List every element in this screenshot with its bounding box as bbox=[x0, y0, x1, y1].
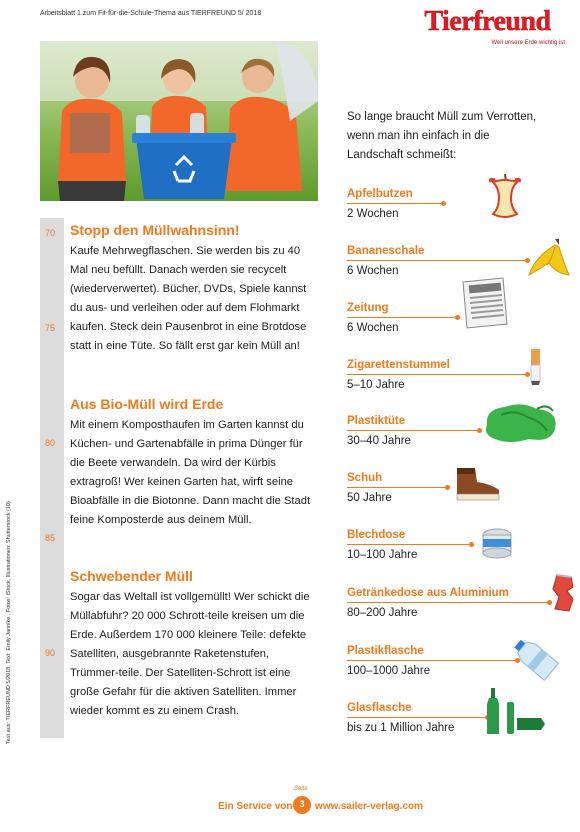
item-duration: 80–200 Jahre bbox=[347, 607, 418, 619]
publisher-link[interactable]: www.sailer-verlag.com bbox=[315, 801, 424, 812]
page-number: 3 bbox=[299, 799, 305, 809]
line-number: 70 bbox=[45, 228, 56, 238]
line-number: 85 bbox=[45, 533, 56, 543]
item-duration: 5–10 Jahre bbox=[347, 379, 405, 391]
decomposition-intro: So lange braucht Müll zum Verrotten, wenn man ihn einfach in die Landschaft schmeißt: bbox=[347, 111, 537, 161]
item-plastiktuete bbox=[347, 415, 567, 465]
line-number: 80 bbox=[45, 438, 56, 448]
item-duration: 100–1000 Jahre bbox=[347, 665, 431, 677]
item-connector bbox=[347, 544, 471, 545]
line-number: 75 bbox=[45, 323, 56, 333]
plastic-bottle-icon bbox=[511, 635, 561, 683]
tierfreund-logo bbox=[410, 6, 565, 50]
item-bananeschale bbox=[347, 245, 567, 295]
item-name: Bananeschale bbox=[347, 245, 425, 257]
article-schwebender-muell bbox=[70, 568, 320, 721]
line-number: 90 bbox=[45, 648, 56, 658]
shoe-icon bbox=[453, 464, 503, 502]
children-recycling-photo bbox=[40, 41, 318, 201]
item-name: Plastiktüte bbox=[347, 415, 406, 427]
page-number-badge bbox=[293, 796, 311, 814]
footer-service-label: Ein Service von bbox=[218, 801, 293, 812]
article-title: Schwebender Müll bbox=[70, 568, 193, 584]
item-duration: 2 Wochen bbox=[347, 208, 399, 220]
item-glasflasche bbox=[347, 702, 567, 752]
item-duration: 30–40 Jahre bbox=[347, 435, 411, 447]
item-name: Zigarettenstummel bbox=[347, 359, 450, 371]
item-name: Glasflasche bbox=[347, 702, 412, 714]
item-duration: 50 Jahre bbox=[347, 492, 392, 504]
article-title: Aus Bio-Müll wird Erde bbox=[70, 396, 224, 412]
item-schuh bbox=[347, 472, 567, 522]
item-duration: 10–100 Jahre bbox=[347, 549, 418, 561]
item-connector bbox=[347, 717, 487, 718]
footer bbox=[0, 786, 580, 822]
item-connector bbox=[347, 317, 457, 318]
article-body: Mit einem Komposthaufen im Garten kannst du Küchen- und Gartenabfälle in prima Dünger für die Beete verwandeln. Da wird der Kürbis extragroß! Wer keinen Garten hat, wirft seine Bioabfälle in die Biotonne. Dann macht die Stadt feine Komposterde aus deinem Müll. bbox=[70, 419, 311, 526]
item-zeitung bbox=[347, 302, 567, 352]
line-number-margin bbox=[40, 218, 64, 738]
item-duration: 6 Wochen bbox=[347, 322, 399, 334]
article-body: Sogar das Weltall ist vollgemüllt! Wer schickt die Müllabfuhr? 20 000 Schrott-teile kreisen um die Erde. Außerdem 170 000 kleinere Teile: defekte Satelliten, ausgebrannte Raketenstufen, Trümmer-teile. Der Satelliten-Schrott ist eine große Gefahr für die aktiven Satelliten. Immer wieder kommt es zu einem Crash. bbox=[70, 591, 310, 717]
worksheet-note: Arbeitsblatt 1 zum Fit-für-die-Schule-Thema aus TIERFREUND 5/ 2018 bbox=[40, 10, 262, 17]
item-connector bbox=[347, 660, 517, 661]
item-name: Zeitung bbox=[347, 302, 389, 314]
newspaper-icon bbox=[459, 276, 511, 330]
item-connector bbox=[347, 487, 447, 488]
cigarette-butt-icon bbox=[525, 347, 545, 387]
footer-badge-word: Seite bbox=[294, 786, 308, 792]
article-bio-muell bbox=[70, 396, 320, 530]
item-getraenkedose bbox=[347, 587, 567, 637]
glass-bottles-icon bbox=[487, 688, 547, 738]
apple-core-icon bbox=[487, 174, 523, 220]
item-name: Getränkedose aus Aluminium bbox=[347, 587, 509, 599]
article-stopp-muellwahnsinn bbox=[70, 222, 320, 356]
tin-can-icon bbox=[477, 523, 517, 561]
item-connector bbox=[347, 374, 527, 375]
item-name: Apfelbutzen bbox=[347, 188, 413, 200]
item-duration: 6 Wochen bbox=[347, 265, 399, 277]
item-connector bbox=[347, 203, 443, 204]
logo-slogan: Weil unsere Erde wichtig ist bbox=[491, 40, 565, 46]
banana-peel-icon bbox=[525, 237, 571, 281]
item-connector bbox=[347, 602, 549, 603]
plastic-bag-icon bbox=[481, 401, 561, 445]
item-apfelbutzen bbox=[347, 188, 567, 238]
article-title: Stopp den Müllwahnsinn! bbox=[70, 222, 240, 238]
item-name: Blechdose bbox=[347, 529, 406, 541]
item-name: Schuh bbox=[347, 472, 383, 484]
item-blechdose bbox=[347, 529, 567, 579]
image-credit: Text aus: TIERFREUND 5/2018, Text: Emily Jannike , Fotos: iStock, Illustrationen: Shutterstock (10) bbox=[6, 501, 12, 744]
logo-wordmark: Tierfreund bbox=[424, 6, 551, 37]
aluminium-can-icon bbox=[549, 573, 579, 613]
item-connector bbox=[347, 260, 527, 261]
item-duration: bis zu 1 Million Jahre bbox=[347, 722, 455, 734]
item-name: Plastikflasche bbox=[347, 645, 424, 657]
item-connector bbox=[347, 430, 479, 431]
article-body: Kaufe Mehrwegflaschen. Sie werden bis zu 40 Mal neu befüllt. Danach werden sie recycelt (wiederverwertet). Bücher, DVDs, Spiele kannst du aus- und verleihen oder auf dem Flohmarkt kaufen. Steck dein Pausenbrot in eine Brotdose statt in eine Tüte. So fällt erst gar kein Müll an! bbox=[70, 245, 307, 352]
